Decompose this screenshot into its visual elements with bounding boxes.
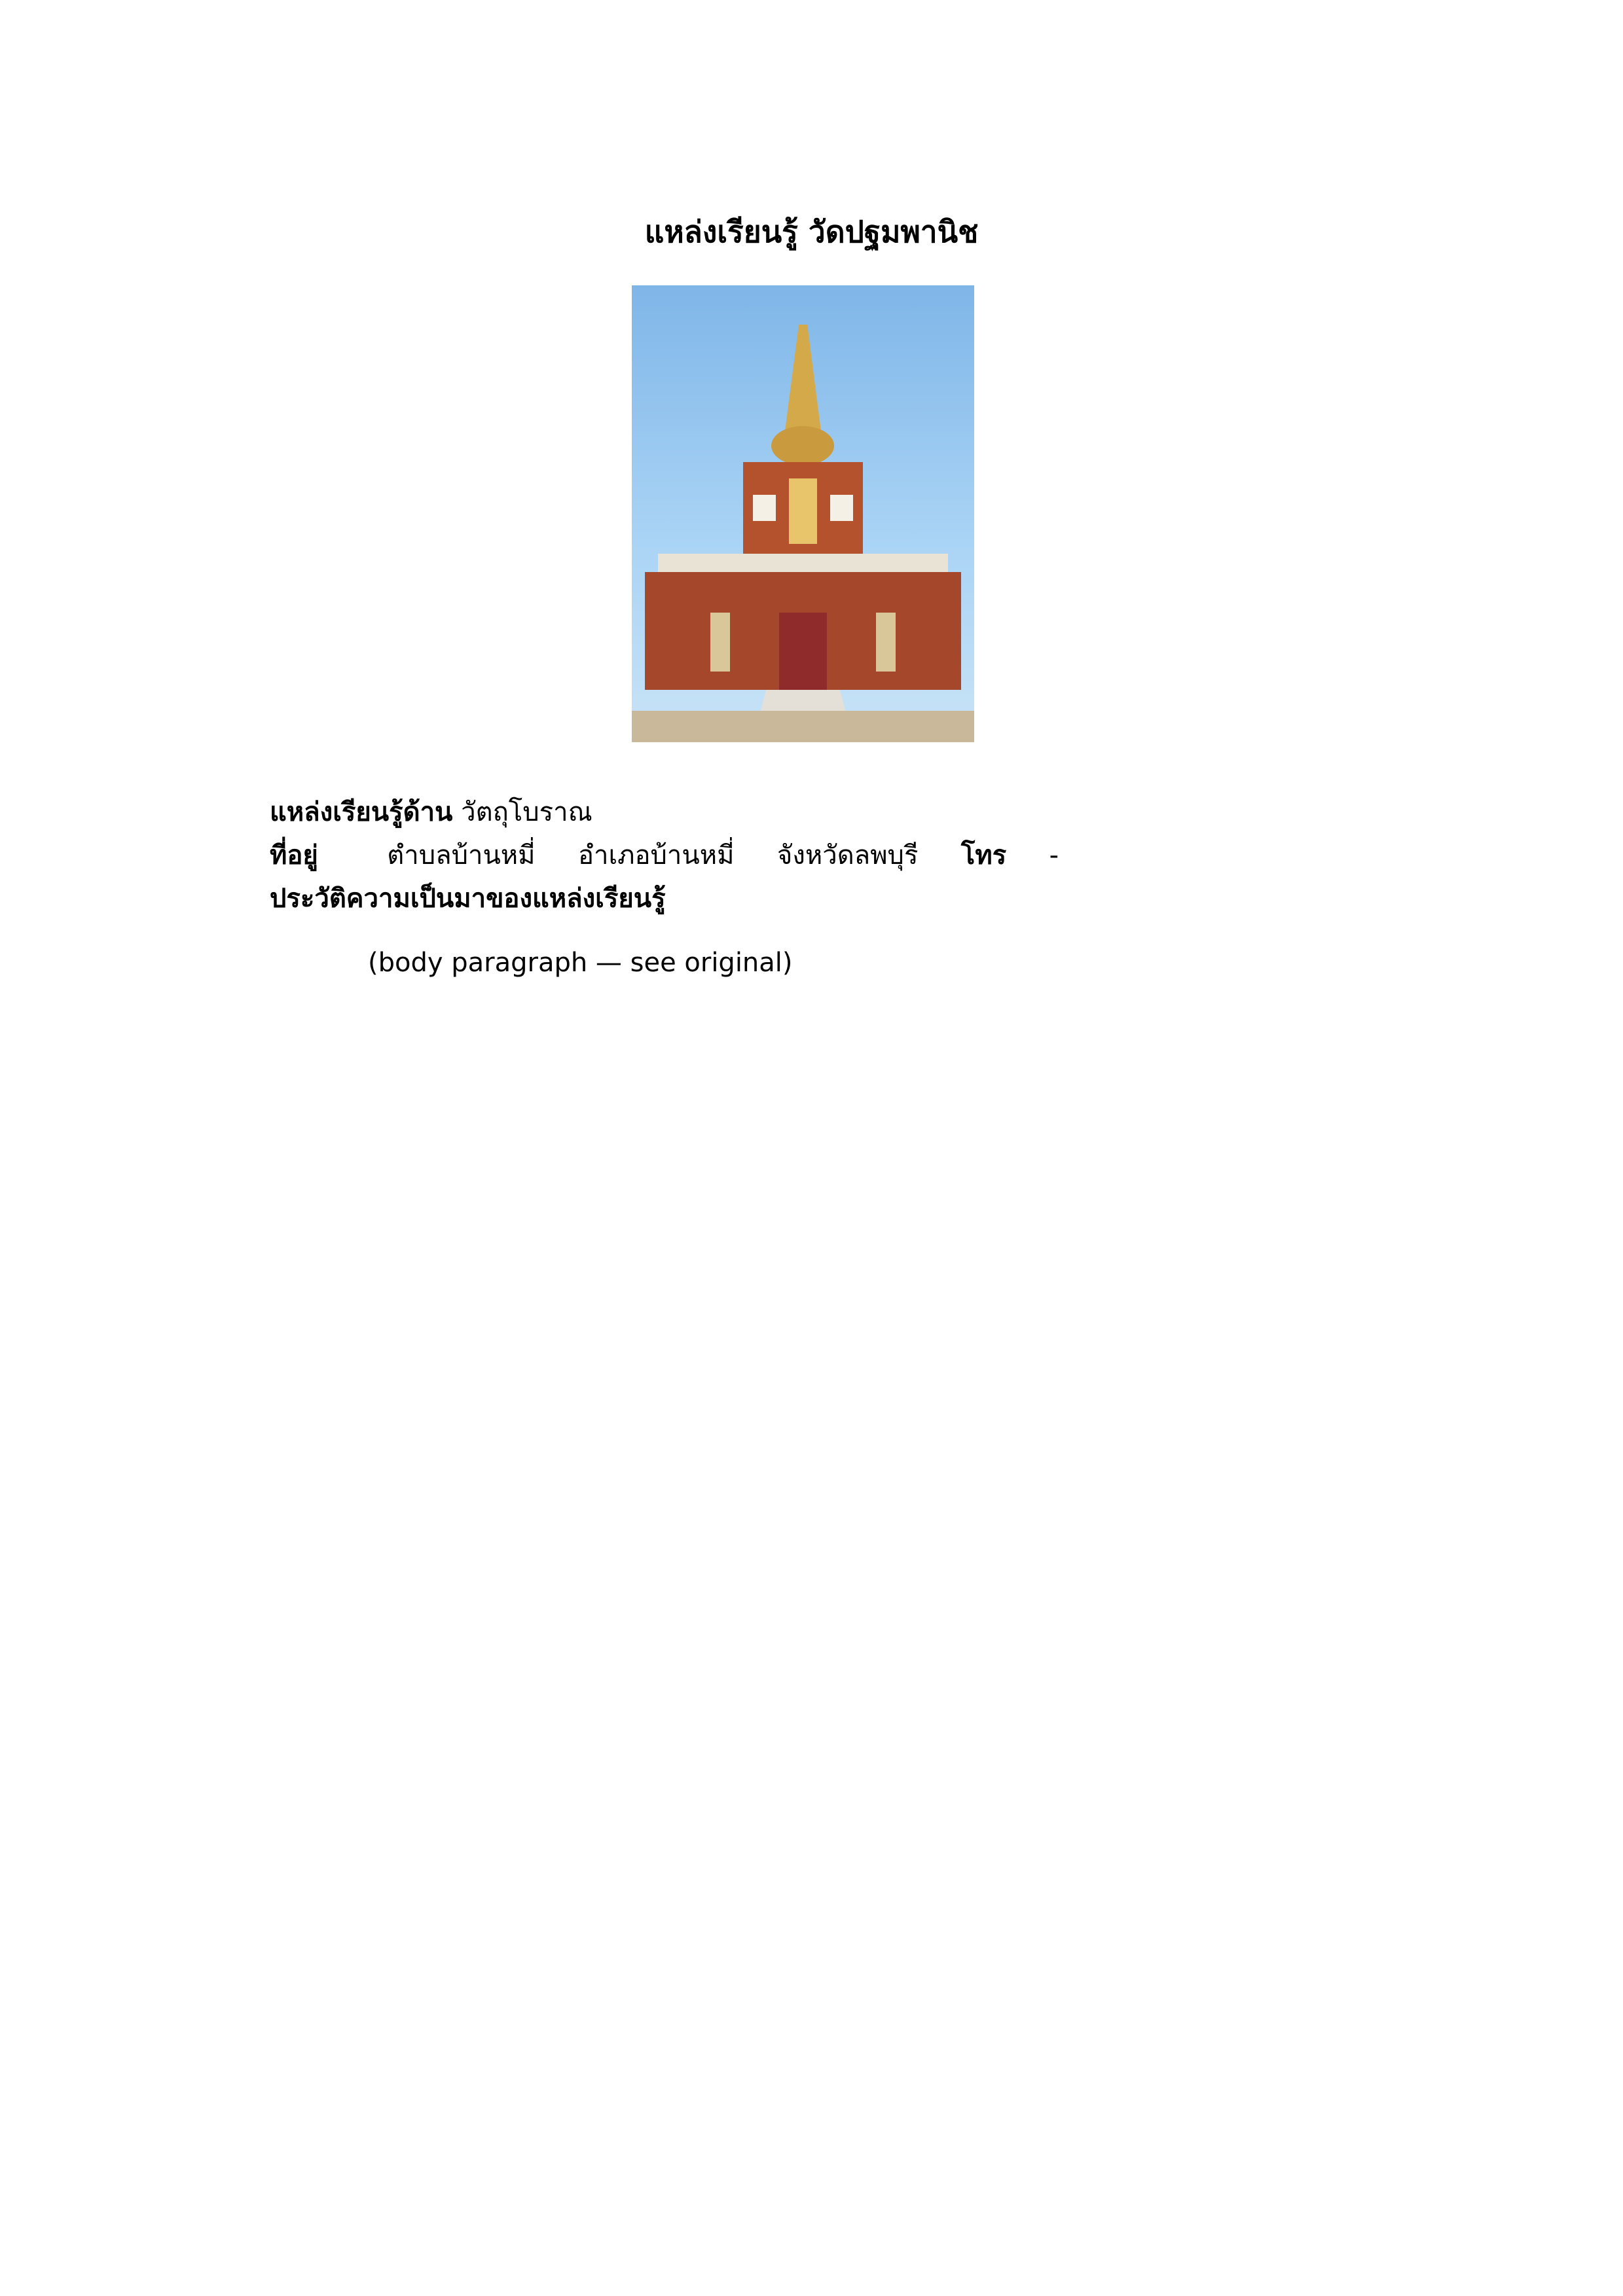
pagoda-photo [632,285,974,742]
province: จังหวัดลพบุรี [776,840,919,870]
buddha-niche [789,478,817,544]
district: อำเภอบ้านหมี่ [577,840,735,870]
phone-value: - [1049,840,1059,870]
guardian-right [876,613,896,672]
phone-label: โทร [960,840,1007,870]
balcony [658,554,948,572]
address-label: ที่อยู่ [270,840,318,870]
address-line [270,834,1059,877]
history-paragraph: (body paragraph — see original) [368,948,793,978]
guardian-left [710,613,730,672]
learning-type-label: แหล่งเรียนรู้ด้าน [270,797,453,827]
bell-dome [771,426,834,465]
pagoda-illustration [632,285,974,742]
spire [784,325,822,436]
page-title: แหล่งเรียนรู้ วัดปฐมพานิช [644,214,979,249]
learning-type-value: วัตถุโบราณ [461,797,593,827]
ground [632,711,974,742]
subdistrict: ตำบลบ้านหมี่ [387,840,536,870]
learning-type-line [270,791,1059,834]
info-block [270,791,1059,920]
window-left [753,495,776,521]
window-right [830,495,853,521]
main-door [779,613,827,690]
history-heading: ประวัติความเป็นมาของแหล่งเรียนรู้ [270,884,666,914]
